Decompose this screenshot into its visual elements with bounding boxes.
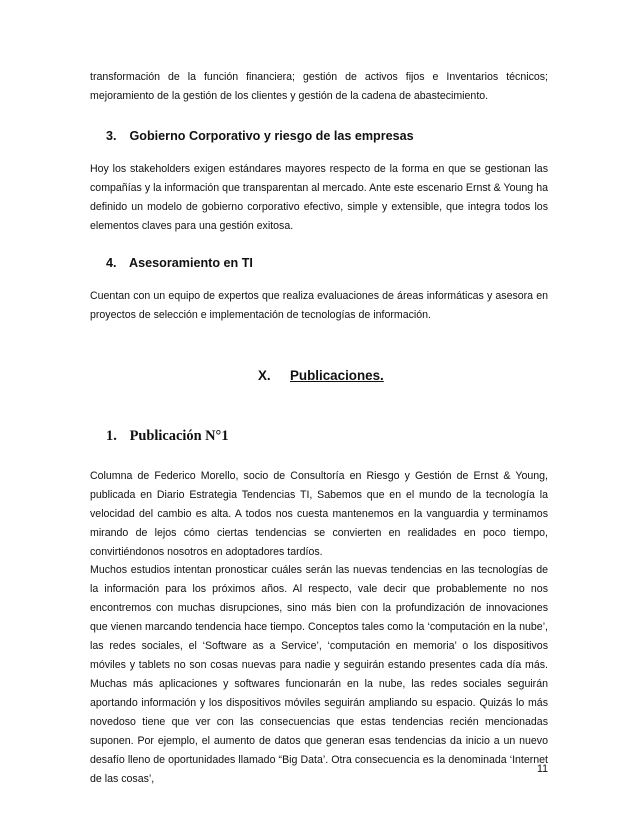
page-number: 11: [537, 763, 548, 775]
heading-gobierno-corporativo: [106, 129, 414, 143]
section-number: X.: [258, 368, 271, 383]
section-title: Publicaciones.: [290, 368, 384, 383]
paragraph-asesoramiento-ti: Cuentan con un equipo de expertos que realiza evaluaciones de áreas informáticas y asesora en proyectos de selección e implementación de tecnologías de información.: [90, 290, 548, 321]
continuation-paragraph: transformación de la función financiera; gestión de activos fijos e Inventarios técnicos; mejoramiento de la gestión de los clientes y gestión de la cadena de abastecimiento.: [90, 71, 548, 102]
heading-number: 4.: [106, 256, 117, 270]
subsection-title: Publicación N°1: [129, 428, 229, 444]
heading-title: Asesoramiento en TI: [129, 256, 253, 270]
subsection-heading-publicacion-1: [106, 428, 229, 445]
subsection-number: 1.: [106, 428, 117, 444]
heading-asesoramiento-ti: [106, 256, 253, 270]
paragraph-publicacion-body: Muchos estudios intentan pronosticar cuáles serán las nuevas tendencias en las tecnologías de la información para los próximos años. Al respecto, vale decir que probablemente no nos encontremos con muchas disrupciones, sino más bien con la profundización de innovaciones que vienen marcando tendencia hace tiempo. Conceptos tales como la ‘computación en la nube’, las redes sociales, el ‘Software as a Service’, ‘computación en memoria’ o los dispositivos móviles y tablets no son cosas nuevas para nadie y seguirán estando presentes cada día más. Muchas más aplicaciones y softwares funcionarán en la nube, las redes sociales seguirán aportando información y los dispositivos móviles seguirán ampliando su espacio. Quizás lo más novedoso tiene que ver con las consecuencias que estas tendencias recién mencionadas suponen. Por ejemplo, el aumento de datos que generan esas tendencias da inicio a un nuevo desafío lleno de oportunidades llamado “Big Data’. Otra consecuencia es la denominada ‘Internet de las cosas’,: [90, 564, 548, 785]
paragraph-gobierno-corporativo: Hoy los stakeholders exigen estándares mayores respecto de la forma en que se gestionan las compañías y la información que transparentan al mercado. Ante este escenario Ernst & Young ha definido un modelo de gobierno corporativo efectivo, simple y extensible, que integra todos los elementos claves para una gestión exitosa.: [90, 163, 548, 232]
heading-number: 3.: [106, 129, 117, 143]
paragraph-publicacion-intro: Columna de Federico Morello, socio de Consultoría en Riesgo y Gestión de Ernst & Young, publicada en Diario Estrategia Tendencias TI, Sabemos que en el mundo de la tecnología la velocidad del cambio es alta. A todos nos cuesta mantenemos en la vanguardia y terminamos mirando de lejos cómo ciertas tendencias se convierten en realidades en poco tiempo, convirtiéndonos nosotros en adoptadores tardíos.: [90, 470, 548, 558]
heading-title: Gobierno Corporativo y riesgo de las empresas: [129, 129, 414, 143]
